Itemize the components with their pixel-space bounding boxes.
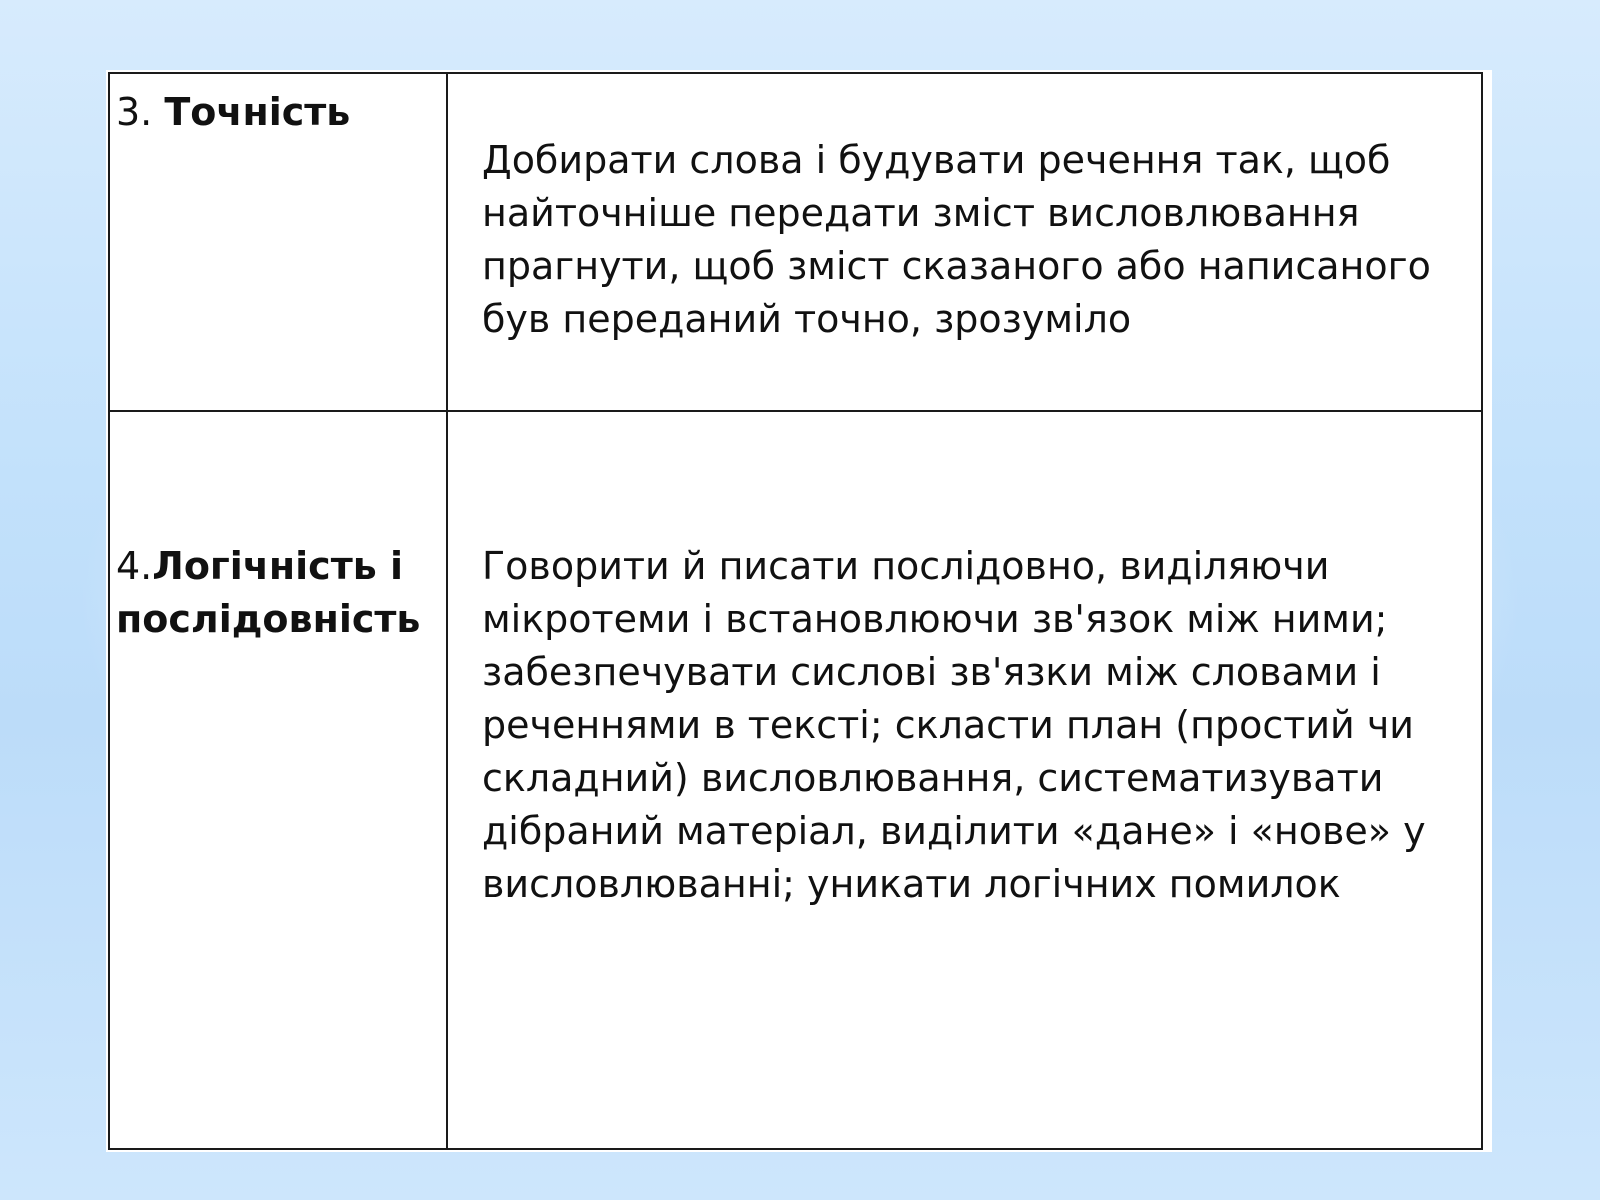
item-term: Логічність і послідовність [116, 544, 421, 641]
term-cell [109, 411, 447, 1149]
item-term: Точність [164, 90, 351, 134]
description-line: забезпечувати сислові зв'язки між словами і [482, 650, 1381, 694]
requirements-table [108, 72, 1483, 1150]
table-row [109, 73, 1482, 411]
description-line: був переданий точно, зрозуміло [482, 297, 1132, 341]
description-line: складний) висловлювання, систематизувати [482, 756, 1384, 800]
description-line: прагнути, щоб зміст сказаного або написаного [482, 244, 1431, 288]
description-line: Говорити й писати послідовно, виділяючи [482, 544, 1330, 588]
description-line: дібраний матеріал, виділити «дане» і «нове» у [482, 809, 1426, 853]
table-row [109, 411, 1482, 1149]
description-line: мікротеми і встановлюючи зв'язок між ними; [482, 597, 1388, 641]
item-number: 4. [116, 544, 153, 588]
description-line: найточніше передати зміст висловлювання [482, 191, 1360, 235]
term-cell [109, 73, 447, 411]
description-cell [447, 73, 1482, 411]
item-number: 3. [116, 90, 165, 134]
description-cell [447, 411, 1482, 1149]
description-line: висловлюванні; уникати логічних помилок [482, 862, 1341, 906]
description-line: реченнями в тексті; скласти план (простий чи [482, 703, 1414, 747]
description-line: Добирати слова і будувати речення так, щоб [482, 138, 1391, 182]
